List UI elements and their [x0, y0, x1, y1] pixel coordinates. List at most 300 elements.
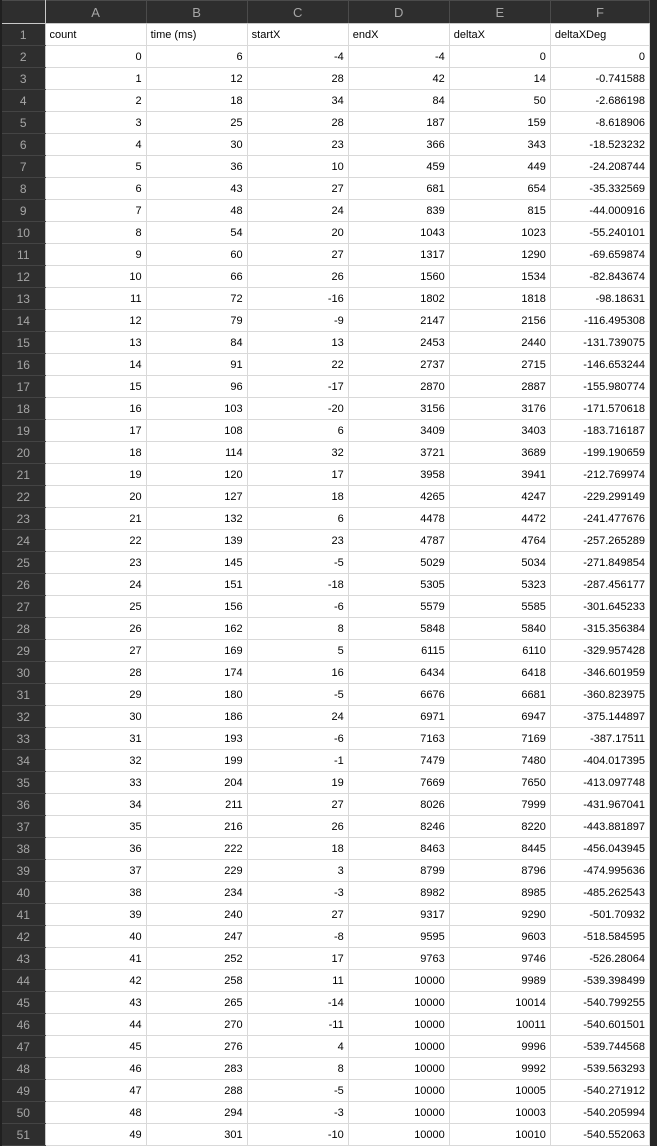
row-number[interactable]: 35 [1, 772, 45, 794]
row-number[interactable]: 15 [1, 332, 45, 354]
cell-D3[interactable]: 42 [348, 68, 449, 90]
cell-D42[interactable]: 9595 [348, 926, 449, 948]
cell-C18[interactable]: -20 [247, 398, 348, 420]
cell-F49[interactable]: -540.271912 [550, 1080, 649, 1102]
cell-F41[interactable]: -501.70932 [550, 904, 649, 926]
cell-D39[interactable]: 8799 [348, 860, 449, 882]
cell-E51[interactable]: 10010 [449, 1124, 550, 1146]
cell-B5[interactable]: 25 [146, 112, 247, 134]
cell-F7[interactable]: -24.208744 [550, 156, 649, 178]
row-number[interactable]: 5 [1, 112, 45, 134]
cell-E14[interactable]: 2156 [449, 310, 550, 332]
cell-E42[interactable]: 9603 [449, 926, 550, 948]
cell-A20[interactable]: 18 [45, 442, 146, 464]
cell-D19[interactable]: 3409 [348, 420, 449, 442]
cell-A27[interactable]: 25 [45, 596, 146, 618]
cell-E33[interactable]: 7169 [449, 728, 550, 750]
cell-D17[interactable]: 2870 [348, 376, 449, 398]
cell-F21[interactable]: -212.769974 [550, 464, 649, 486]
cell-B46[interactable]: 270 [146, 1014, 247, 1036]
row-number[interactable]: 26 [1, 574, 45, 596]
cell-C3[interactable]: 28 [247, 68, 348, 90]
cell-D40[interactable]: 8982 [348, 882, 449, 904]
row-number[interactable]: 32 [1, 706, 45, 728]
cell-C31[interactable]: -5 [247, 684, 348, 706]
cell-C24[interactable]: 23 [247, 530, 348, 552]
cell-B22[interactable]: 127 [146, 486, 247, 508]
cell-C21[interactable]: 17 [247, 464, 348, 486]
cell-A12[interactable]: 10 [45, 266, 146, 288]
cell-C40[interactable]: -3 [247, 882, 348, 904]
cell-A39[interactable]: 37 [45, 860, 146, 882]
cell-F37[interactable]: -443.881897 [550, 816, 649, 838]
row-number[interactable]: 23 [1, 508, 45, 530]
cell-F50[interactable]: -540.205994 [550, 1102, 649, 1124]
cell-F11[interactable]: -69.659874 [550, 244, 649, 266]
cell-D21[interactable]: 3958 [348, 464, 449, 486]
row-number[interactable]: 4 [1, 90, 45, 112]
cell-B4[interactable]: 18 [146, 90, 247, 112]
row-number[interactable]: 28 [1, 618, 45, 640]
cell-A37[interactable]: 35 [45, 816, 146, 838]
cell-A46[interactable]: 44 [45, 1014, 146, 1036]
cell-F6[interactable]: -18.523232 [550, 134, 649, 156]
cell-E31[interactable]: 6681 [449, 684, 550, 706]
cell-E25[interactable]: 5034 [449, 552, 550, 574]
cell-D7[interactable]: 459 [348, 156, 449, 178]
cell-E34[interactable]: 7480 [449, 750, 550, 772]
cell-F4[interactable]: -2.686198 [550, 90, 649, 112]
cell-F42[interactable]: -518.584595 [550, 926, 649, 948]
row-number[interactable]: 46 [1, 1014, 45, 1036]
cell-B2[interactable]: 6 [146, 46, 247, 68]
cell-C47[interactable]: 4 [247, 1036, 348, 1058]
cell-F33[interactable]: -387.17511 [550, 728, 649, 750]
column-header-c[interactable]: C [247, 1, 348, 24]
row-number[interactable]: 51 [1, 1124, 45, 1146]
cell-A42[interactable]: 40 [45, 926, 146, 948]
row-number[interactable]: 25 [1, 552, 45, 574]
row-number[interactable]: 30 [1, 662, 45, 684]
row-number[interactable]: 8 [1, 178, 45, 200]
row-number[interactable]: 29 [1, 640, 45, 662]
cell-A40[interactable]: 38 [45, 882, 146, 904]
row-number[interactable]: 6 [1, 134, 45, 156]
cell-C42[interactable]: -8 [247, 926, 348, 948]
cell-A41[interactable]: 39 [45, 904, 146, 926]
cell-E16[interactable]: 2715 [449, 354, 550, 376]
cell-E32[interactable]: 6947 [449, 706, 550, 728]
cell-E1[interactable]: deltaX [449, 24, 550, 46]
cell-B39[interactable]: 229 [146, 860, 247, 882]
cell-A7[interactable]: 5 [45, 156, 146, 178]
cell-D23[interactable]: 4478 [348, 508, 449, 530]
row-number[interactable]: 11 [1, 244, 45, 266]
cell-D16[interactable]: 2737 [348, 354, 449, 376]
cell-C43[interactable]: 17 [247, 948, 348, 970]
row-number[interactable]: 47 [1, 1036, 45, 1058]
cell-D49[interactable]: 10000 [348, 1080, 449, 1102]
cell-D14[interactable]: 2147 [348, 310, 449, 332]
cell-C37[interactable]: 26 [247, 816, 348, 838]
row-number[interactable]: 2 [1, 46, 45, 68]
row-number[interactable]: 39 [1, 860, 45, 882]
cell-A49[interactable]: 47 [45, 1080, 146, 1102]
cell-B42[interactable]: 247 [146, 926, 247, 948]
cell-B12[interactable]: 66 [146, 266, 247, 288]
cell-D48[interactable]: 10000 [348, 1058, 449, 1080]
cell-C29[interactable]: 5 [247, 640, 348, 662]
cell-C4[interactable]: 34 [247, 90, 348, 112]
column-header-b[interactable]: B [146, 1, 247, 24]
cell-B9[interactable]: 48 [146, 200, 247, 222]
cell-A25[interactable]: 23 [45, 552, 146, 574]
cell-F51[interactable]: -540.552063 [550, 1124, 649, 1146]
cell-E44[interactable]: 9989 [449, 970, 550, 992]
cell-B32[interactable]: 186 [146, 706, 247, 728]
cell-D9[interactable]: 839 [348, 200, 449, 222]
row-number[interactable]: 42 [1, 926, 45, 948]
cell-D24[interactable]: 4787 [348, 530, 449, 552]
cell-E36[interactable]: 7999 [449, 794, 550, 816]
cell-E2[interactable]: 0 [449, 46, 550, 68]
cell-F34[interactable]: -404.017395 [550, 750, 649, 772]
row-number[interactable]: 1 [1, 24, 45, 46]
cell-F35[interactable]: -413.097748 [550, 772, 649, 794]
row-number[interactable]: 22 [1, 486, 45, 508]
cell-C46[interactable]: -11 [247, 1014, 348, 1036]
cell-B24[interactable]: 139 [146, 530, 247, 552]
cell-F36[interactable]: -431.967041 [550, 794, 649, 816]
cell-A18[interactable]: 16 [45, 398, 146, 420]
cell-B29[interactable]: 169 [146, 640, 247, 662]
cell-D12[interactable]: 1560 [348, 266, 449, 288]
cell-D27[interactable]: 5579 [348, 596, 449, 618]
cell-F32[interactable]: -375.144897 [550, 706, 649, 728]
cell-D41[interactable]: 9317 [348, 904, 449, 926]
cell-C10[interactable]: 20 [247, 222, 348, 244]
cell-A36[interactable]: 34 [45, 794, 146, 816]
cell-D44[interactable]: 10000 [348, 970, 449, 992]
cell-F28[interactable]: -315.356384 [550, 618, 649, 640]
cell-F1[interactable]: deltaXDeg [550, 24, 649, 46]
cell-A21[interactable]: 19 [45, 464, 146, 486]
cell-C2[interactable]: -4 [247, 46, 348, 68]
cell-B50[interactable]: 294 [146, 1102, 247, 1124]
cell-D11[interactable]: 1317 [348, 244, 449, 266]
cell-A29[interactable]: 27 [45, 640, 146, 662]
cell-D45[interactable]: 10000 [348, 992, 449, 1014]
row-number[interactable]: 7 [1, 156, 45, 178]
cell-E8[interactable]: 654 [449, 178, 550, 200]
cell-B6[interactable]: 30 [146, 134, 247, 156]
cell-E10[interactable]: 1023 [449, 222, 550, 244]
cell-E4[interactable]: 50 [449, 90, 550, 112]
cell-A23[interactable]: 21 [45, 508, 146, 530]
cell-B30[interactable]: 174 [146, 662, 247, 684]
cell-E38[interactable]: 8445 [449, 838, 550, 860]
row-number[interactable]: 44 [1, 970, 45, 992]
cell-C44[interactable]: 11 [247, 970, 348, 992]
cell-F12[interactable]: -82.843674 [550, 266, 649, 288]
cell-C13[interactable]: -16 [247, 288, 348, 310]
column-header-a[interactable]: A [45, 1, 146, 24]
cell-E43[interactable]: 9746 [449, 948, 550, 970]
cell-E22[interactable]: 4247 [449, 486, 550, 508]
cell-C1[interactable]: startX [247, 24, 348, 46]
cell-A26[interactable]: 24 [45, 574, 146, 596]
cell-F14[interactable]: -116.495308 [550, 310, 649, 332]
cell-E12[interactable]: 1534 [449, 266, 550, 288]
cell-C51[interactable]: -10 [247, 1124, 348, 1146]
cell-A22[interactable]: 20 [45, 486, 146, 508]
cell-E35[interactable]: 7650 [449, 772, 550, 794]
row-number[interactable]: 21 [1, 464, 45, 486]
row-number[interactable]: 17 [1, 376, 45, 398]
cell-A3[interactable]: 1 [45, 68, 146, 90]
cell-E46[interactable]: 10011 [449, 1014, 550, 1036]
cell-A51[interactable]: 49 [45, 1124, 146, 1146]
cell-B25[interactable]: 145 [146, 552, 247, 574]
cell-B43[interactable]: 252 [146, 948, 247, 970]
cell-B40[interactable]: 234 [146, 882, 247, 904]
cell-A1[interactable]: count [45, 24, 146, 46]
cell-C17[interactable]: -17 [247, 376, 348, 398]
cell-C48[interactable]: 8 [247, 1058, 348, 1080]
cell-D51[interactable]: 10000 [348, 1124, 449, 1146]
cell-A30[interactable]: 28 [45, 662, 146, 684]
cell-C5[interactable]: 28 [247, 112, 348, 134]
cell-D2[interactable]: -4 [348, 46, 449, 68]
cell-B51[interactable]: 301 [146, 1124, 247, 1146]
cell-E17[interactable]: 2887 [449, 376, 550, 398]
cell-B20[interactable]: 114 [146, 442, 247, 464]
row-number[interactable]: 45 [1, 992, 45, 1014]
cell-F44[interactable]: -539.398499 [550, 970, 649, 992]
cell-C38[interactable]: 18 [247, 838, 348, 860]
cell-B23[interactable]: 132 [146, 508, 247, 530]
cell-B49[interactable]: 288 [146, 1080, 247, 1102]
cell-B47[interactable]: 276 [146, 1036, 247, 1058]
cell-D33[interactable]: 7163 [348, 728, 449, 750]
cell-A17[interactable]: 15 [45, 376, 146, 398]
cell-A35[interactable]: 33 [45, 772, 146, 794]
cell-C33[interactable]: -6 [247, 728, 348, 750]
cell-E27[interactable]: 5585 [449, 596, 550, 618]
cell-C16[interactable]: 22 [247, 354, 348, 376]
cell-C23[interactable]: 6 [247, 508, 348, 530]
cell-D43[interactable]: 9763 [348, 948, 449, 970]
row-number[interactable]: 34 [1, 750, 45, 772]
cell-B15[interactable]: 84 [146, 332, 247, 354]
cell-E20[interactable]: 3689 [449, 442, 550, 464]
row-number[interactable]: 41 [1, 904, 45, 926]
cell-D1[interactable]: endX [348, 24, 449, 46]
cell-F20[interactable]: -199.190659 [550, 442, 649, 464]
cell-C36[interactable]: 27 [247, 794, 348, 816]
cell-F23[interactable]: -241.477676 [550, 508, 649, 530]
cell-A19[interactable]: 17 [45, 420, 146, 442]
cell-E18[interactable]: 3176 [449, 398, 550, 420]
cell-C26[interactable]: -18 [247, 574, 348, 596]
cell-B18[interactable]: 103 [146, 398, 247, 420]
cell-C28[interactable]: 8 [247, 618, 348, 640]
row-number[interactable]: 36 [1, 794, 45, 816]
cell-D32[interactable]: 6971 [348, 706, 449, 728]
cell-D18[interactable]: 3156 [348, 398, 449, 420]
cell-F47[interactable]: -539.744568 [550, 1036, 649, 1058]
cell-E45[interactable]: 10014 [449, 992, 550, 1014]
cell-C27[interactable]: -6 [247, 596, 348, 618]
cell-F5[interactable]: -8.618906 [550, 112, 649, 134]
cell-D28[interactable]: 5848 [348, 618, 449, 640]
cell-A9[interactable]: 7 [45, 200, 146, 222]
row-number[interactable]: 24 [1, 530, 45, 552]
cell-E19[interactable]: 3403 [449, 420, 550, 442]
cell-B38[interactable]: 222 [146, 838, 247, 860]
cell-B1[interactable]: time (ms) [146, 24, 247, 46]
cell-A14[interactable]: 12 [45, 310, 146, 332]
cell-B10[interactable]: 54 [146, 222, 247, 244]
row-number[interactable]: 18 [1, 398, 45, 420]
cell-B21[interactable]: 120 [146, 464, 247, 486]
cell-D22[interactable]: 4265 [348, 486, 449, 508]
cell-A47[interactable]: 45 [45, 1036, 146, 1058]
cell-E49[interactable]: 10005 [449, 1080, 550, 1102]
cell-F25[interactable]: -271.849854 [550, 552, 649, 574]
cell-E23[interactable]: 4472 [449, 508, 550, 530]
cell-F26[interactable]: -287.456177 [550, 574, 649, 596]
cell-E11[interactable]: 1290 [449, 244, 550, 266]
cell-E6[interactable]: 343 [449, 134, 550, 156]
cell-A32[interactable]: 30 [45, 706, 146, 728]
cell-A5[interactable]: 3 [45, 112, 146, 134]
cell-E37[interactable]: 8220 [449, 816, 550, 838]
cell-F3[interactable]: -0.741588 [550, 68, 649, 90]
cell-A6[interactable]: 4 [45, 134, 146, 156]
cell-B28[interactable]: 162 [146, 618, 247, 640]
cell-E26[interactable]: 5323 [449, 574, 550, 596]
cell-E5[interactable]: 159 [449, 112, 550, 134]
cell-B34[interactable]: 199 [146, 750, 247, 772]
column-header-d[interactable]: D [348, 1, 449, 24]
cell-A2[interactable]: 0 [45, 46, 146, 68]
cell-F48[interactable]: -539.563293 [550, 1058, 649, 1080]
cell-D6[interactable]: 366 [348, 134, 449, 156]
cell-F22[interactable]: -229.299149 [550, 486, 649, 508]
cell-A48[interactable]: 46 [45, 1058, 146, 1080]
row-number[interactable]: 27 [1, 596, 45, 618]
cell-B35[interactable]: 204 [146, 772, 247, 794]
cell-F10[interactable]: -55.240101 [550, 222, 649, 244]
cell-D37[interactable]: 8246 [348, 816, 449, 838]
cell-E40[interactable]: 8985 [449, 882, 550, 904]
cell-D20[interactable]: 3721 [348, 442, 449, 464]
cell-B11[interactable]: 60 [146, 244, 247, 266]
cell-A50[interactable]: 48 [45, 1102, 146, 1124]
cell-B14[interactable]: 79 [146, 310, 247, 332]
cell-F19[interactable]: -183.716187 [550, 420, 649, 442]
cell-C20[interactable]: 32 [247, 442, 348, 464]
cell-B48[interactable]: 283 [146, 1058, 247, 1080]
cell-A16[interactable]: 14 [45, 354, 146, 376]
cell-C35[interactable]: 19 [247, 772, 348, 794]
cell-D5[interactable]: 187 [348, 112, 449, 134]
cell-E30[interactable]: 6418 [449, 662, 550, 684]
cell-D29[interactable]: 6115 [348, 640, 449, 662]
cell-C7[interactable]: 10 [247, 156, 348, 178]
cell-A31[interactable]: 29 [45, 684, 146, 706]
cell-C14[interactable]: -9 [247, 310, 348, 332]
cell-D47[interactable]: 10000 [348, 1036, 449, 1058]
row-number[interactable]: 19 [1, 420, 45, 442]
row-number[interactable]: 49 [1, 1080, 45, 1102]
cell-E48[interactable]: 9992 [449, 1058, 550, 1080]
cell-F15[interactable]: -131.739075 [550, 332, 649, 354]
cell-B41[interactable]: 240 [146, 904, 247, 926]
cell-F39[interactable]: -474.995636 [550, 860, 649, 882]
cell-D25[interactable]: 5029 [348, 552, 449, 574]
cell-A13[interactable]: 11 [45, 288, 146, 310]
cell-A34[interactable]: 32 [45, 750, 146, 772]
cell-F45[interactable]: -540.799255 [550, 992, 649, 1014]
cell-C22[interactable]: 18 [247, 486, 348, 508]
row-number[interactable]: 48 [1, 1058, 45, 1080]
cell-D38[interactable]: 8463 [348, 838, 449, 860]
cell-C30[interactable]: 16 [247, 662, 348, 684]
cell-D8[interactable]: 681 [348, 178, 449, 200]
row-number[interactable]: 40 [1, 882, 45, 904]
cell-F27[interactable]: -301.645233 [550, 596, 649, 618]
row-number[interactable]: 13 [1, 288, 45, 310]
row-number[interactable]: 16 [1, 354, 45, 376]
cell-C32[interactable]: 24 [247, 706, 348, 728]
cell-B44[interactable]: 258 [146, 970, 247, 992]
cell-E24[interactable]: 4764 [449, 530, 550, 552]
cell-D36[interactable]: 8026 [348, 794, 449, 816]
cell-C34[interactable]: -1 [247, 750, 348, 772]
cell-E50[interactable]: 10003 [449, 1102, 550, 1124]
cell-B36[interactable]: 211 [146, 794, 247, 816]
cell-F40[interactable]: -485.262543 [550, 882, 649, 904]
cell-F18[interactable]: -171.570618 [550, 398, 649, 420]
cell-D34[interactable]: 7479 [348, 750, 449, 772]
cell-D15[interactable]: 2453 [348, 332, 449, 354]
cell-F29[interactable]: -329.957428 [550, 640, 649, 662]
row-number[interactable]: 50 [1, 1102, 45, 1124]
cell-B13[interactable]: 72 [146, 288, 247, 310]
cell-D35[interactable]: 7669 [348, 772, 449, 794]
cell-E7[interactable]: 449 [449, 156, 550, 178]
cell-B45[interactable]: 265 [146, 992, 247, 1014]
cell-B17[interactable]: 96 [146, 376, 247, 398]
row-number[interactable]: 14 [1, 310, 45, 332]
cell-F8[interactable]: -35.332569 [550, 178, 649, 200]
cell-D26[interactable]: 5305 [348, 574, 449, 596]
cell-A15[interactable]: 13 [45, 332, 146, 354]
cell-C9[interactable]: 24 [247, 200, 348, 222]
select-all-corner[interactable] [1, 1, 45, 24]
cell-C12[interactable]: 26 [247, 266, 348, 288]
row-number[interactable]: 9 [1, 200, 45, 222]
cell-A8[interactable]: 6 [45, 178, 146, 200]
cell-F24[interactable]: -257.265289 [550, 530, 649, 552]
row-number[interactable]: 20 [1, 442, 45, 464]
cell-A11[interactable]: 9 [45, 244, 146, 266]
cell-C41[interactable]: 27 [247, 904, 348, 926]
cell-A4[interactable]: 2 [45, 90, 146, 112]
cell-B7[interactable]: 36 [146, 156, 247, 178]
